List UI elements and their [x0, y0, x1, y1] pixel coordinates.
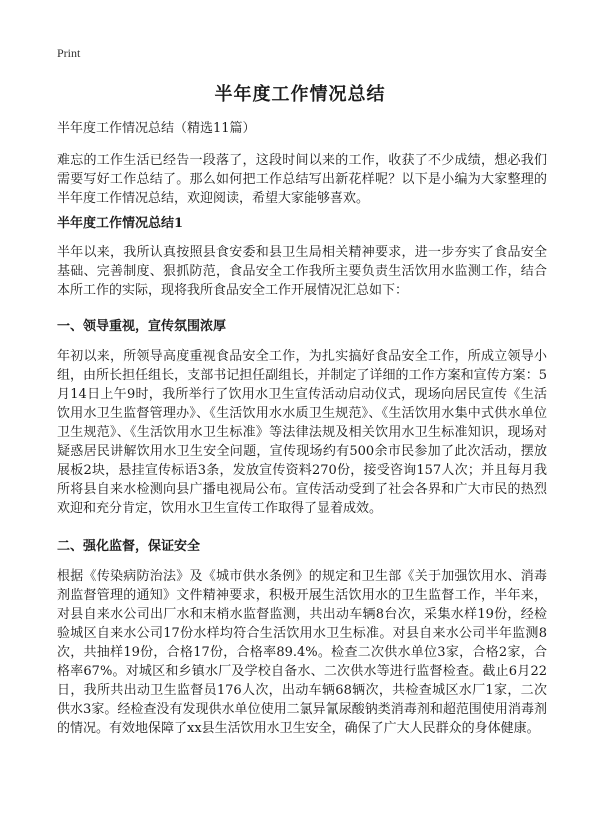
document-subtitle: 半年度工作情况总结（精选11篇）: [57, 121, 256, 136]
part-2-paragraph: 根据《传染病防治法》及《城市供水条例》的规定和卫生部《关于加强饮用水、消毒剂监督管理的通知》文件精神要求，积极开展生活饮用水的卫生监督工作，半年来，对县自来水公司出厂水和末梢水监督监测，共出动车辆8台次，采集水样19份，经检验城区自来水公司17份水样均符合生活饮用水卫生标准。对县自来水公司半年监测8次，共抽样19份，合格17份，合格率89.4%。检查二次供水单位3家，合格2家，合格率67%。对城区和乡镇水厂及学校自备水、二次供水等进行监督检查。截止6月22日，我所共出动卫生监督员176人次，出动车辆68辆次，共检查城区水厂1家，二次供水3家。经检查没有发现供水单位使用二氯异氰尿酸钠类消毒剂和超范围使用消毒剂的情况。有效地保障了xx县生活饮用水卫生安全，确保了广大人民群众的身体健康。: [57, 569, 547, 736]
intro-paragraph: 难忘的工作生活已经告一段落了，这段时间以来的工作，收获了不少成绩，想必我们需要写好工作总结了。那么如何把工作总结写出新花样呢？以下是小编为大家整理的半年度工作情况总结，欢迎阅读，希望大家能够喜欢。: [57, 153, 547, 206]
page-title: 半年度工作情况总结: [214, 84, 386, 105]
part-1-heading: 一、领导重视，宣传氛围浓厚: [57, 319, 227, 334]
section-heading-1: 半年度工作情况总结1: [57, 216, 184, 231]
part-2-heading: 二、强化监督，保证安全: [57, 539, 201, 554]
part-1-paragraph: 年初以来，所领导高度重视食品安全工作，为扎实搞好食品安全工作，所成立领导小组，由所长担任组长，支部书记担任副组长，并制定了详细的工作方案和宣传方案：5月14日上午9时，我所举行了饮用水卫生宣传活动启动仪式，现场向居民宣传《生活饮用水卫生监督管理办》、《生活饮用水水质卫生规范》、《生活饮用水集中式供水单位卫生规范》、《生活饮用水卫生标准》等法律法规及相关饮用水卫生标准知识，现场对疑惑居民讲解饮用水卫生安全问题，宣传现场约有500余市民参加了此次活动，摆放展板2块，悬挂宣传标语3条，发放宣传资料270份，接受咨询157人次；并且每月我所将县自来水检测向县广播电视局公布。宣传活动受到了社会各界和广大市民的热烈欢迎和充分肯定，饮用水卫生宣传工作取得了显着成效。: [57, 349, 547, 516]
print-label: Print: [57, 46, 81, 60]
section-1-paragraph: 半年以来，我所认真按照县食安委和县卫生局相关精神要求，进一步夯实了食品安全基础、完善制度、狠抓防范，食品安全工作我所主要负责生活饮用水监测工作，结合本所工作的实际，现将我所食品安全工作开展情况汇总如下：: [57, 245, 547, 298]
